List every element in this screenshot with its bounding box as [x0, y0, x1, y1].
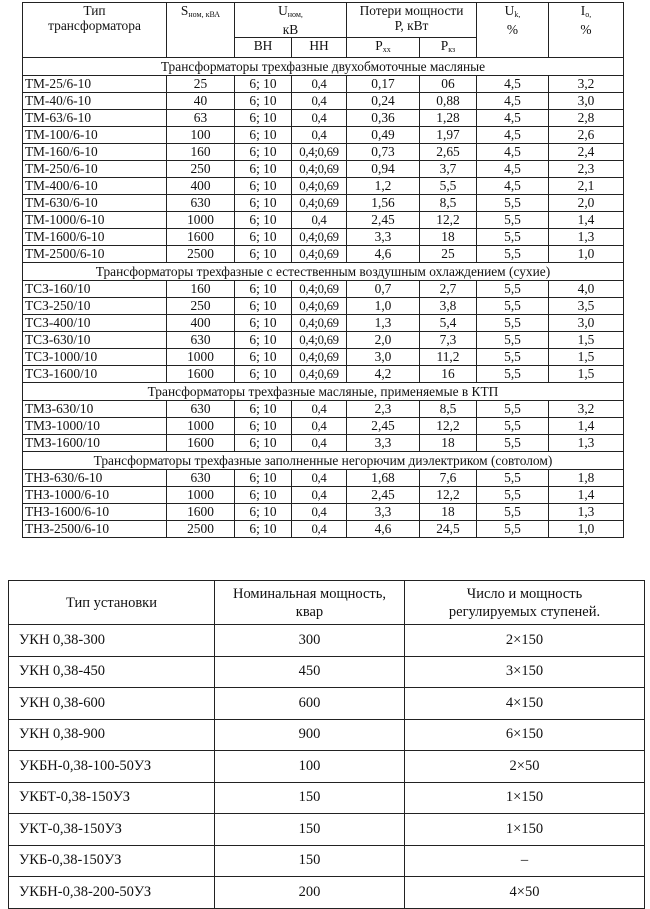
table-cell: 6; 10: [235, 349, 292, 366]
table-cell: 0,4: [292, 110, 347, 127]
table-cell: УКБ-0,38-150УЗ: [9, 845, 215, 877]
table-cell: 2,45: [347, 212, 420, 229]
table-cell: ТСЗ-630/10: [23, 332, 167, 349]
transformer-table: [22, 2, 624, 538]
capacitor-table-body: [9, 625, 645, 909]
table-cell: 160: [167, 281, 235, 298]
table-cell: 0,4;0,69: [292, 195, 347, 212]
table-cell: 6; 10: [235, 144, 292, 161]
table-cell: 1,2: [347, 178, 420, 195]
table-cell: 1,0: [347, 298, 420, 315]
table-cell: ТМ-400/6-10: [23, 178, 167, 195]
table-cell: 6; 10: [235, 332, 292, 349]
table-row: [9, 625, 645, 657]
section-row: [23, 58, 624, 76]
table-cell: УКТ-0,38-150УЗ: [9, 814, 215, 846]
table-cell: 0,73: [347, 144, 420, 161]
header-nn: НН: [292, 38, 347, 58]
header-unom: $U_{ном,}$ кВ: [235, 3, 347, 38]
table-cell: 0,4: [292, 487, 347, 504]
table-cell: 1,5: [549, 349, 624, 366]
table-cell: УКН 0,38-900: [9, 719, 215, 751]
table-cell: 2,0: [347, 332, 420, 349]
table-row: [9, 656, 645, 688]
table-cell: 5,5: [477, 349, 549, 366]
table-row: [9, 688, 645, 720]
table-cell: ТСЗ-250/10: [23, 298, 167, 315]
table-cell: 0,4;0,69: [292, 332, 347, 349]
table-cell: 4,5: [477, 144, 549, 161]
table-cell: ТСЗ-1600/10: [23, 366, 167, 383]
table-cell: ТМЗ-630/10: [23, 401, 167, 418]
table-cell: 3,3: [347, 504, 420, 521]
table-cell: 2,7: [420, 281, 477, 298]
table-cell: 6; 10: [235, 110, 292, 127]
table-cell: 1,3: [549, 229, 624, 246]
table-cell: 5,5: [420, 178, 477, 195]
table-cell: 25: [167, 76, 235, 93]
table-cell: 900: [215, 719, 405, 751]
table-cell: 6; 10: [235, 504, 292, 521]
table-cell: 150: [215, 845, 405, 877]
header-steps: Число и мощность регулируемых ступеней.: [405, 581, 645, 625]
table-cell: ТМЗ-1000/10: [23, 418, 167, 435]
table-cell: ТНЗ-630/6-10: [23, 470, 167, 487]
table-cell: 1,5: [549, 332, 624, 349]
table-cell: 0,4;0,69: [292, 178, 347, 195]
table-cell: 3,3: [347, 435, 420, 452]
table-cell: 1000: [167, 212, 235, 229]
table-cell: 0,4: [292, 93, 347, 110]
table-cell: 3,7: [420, 161, 477, 178]
table-cell: 0,4;0,69: [292, 281, 347, 298]
table-cell: 1,56: [347, 195, 420, 212]
table-cell: ТМ-2500/6-10: [23, 246, 167, 263]
table-cell: 630: [167, 470, 235, 487]
section-row: [23, 383, 624, 401]
table-row: [23, 178, 624, 195]
table-cell: УКН 0,38-600: [9, 688, 215, 720]
table-cell: 0,4: [292, 521, 347, 538]
table-cell: 0,36: [347, 110, 420, 127]
table-cell: 18: [420, 504, 477, 521]
section-title: Трансформаторы трехфазные двухобмоточные масляные: [23, 58, 624, 76]
table-cell: ТМ-63/6-10: [23, 110, 167, 127]
table-cell: 6; 10: [235, 366, 292, 383]
table-row: [9, 877, 645, 909]
section-title: Трансформаторы трехфазные заполненные негорючим диэлектриком (совтолом): [23, 452, 624, 470]
table-cell: 0,88: [420, 93, 477, 110]
capacitor-table: [8, 580, 645, 909]
table-cell: ТМ-1600/6-10: [23, 229, 167, 246]
table-cell: 4×150: [405, 688, 645, 720]
table-cell: 4,6: [347, 521, 420, 538]
table-cell: 16: [420, 366, 477, 383]
table-cell: 6; 10: [235, 298, 292, 315]
table-row: [23, 332, 624, 349]
section-row: [23, 452, 624, 470]
table-cell: 2500: [167, 521, 235, 538]
table-cell: 6; 10: [235, 127, 292, 144]
table-cell: 200: [215, 877, 405, 909]
table-cell: 1000: [167, 418, 235, 435]
table-cell: 1600: [167, 504, 235, 521]
table-cell: 0,4: [292, 76, 347, 93]
table-cell: 3,8: [420, 298, 477, 315]
table-cell: –: [405, 845, 645, 877]
table-row: [23, 435, 624, 452]
table-cell: 1,4: [549, 212, 624, 229]
header-io: $I_{o,}$ %: [549, 3, 624, 58]
table-row: [23, 315, 624, 332]
table-row: [23, 144, 624, 161]
table-cell: 250: [167, 298, 235, 315]
table-row: [23, 401, 624, 418]
table-cell: 4,5: [477, 76, 549, 93]
table-row: [23, 418, 624, 435]
table-cell: 150: [215, 782, 405, 814]
table-cell: 1,28: [420, 110, 477, 127]
table-row: [23, 127, 624, 144]
table-cell: 6; 10: [235, 93, 292, 110]
table-cell: 7,6: [420, 470, 477, 487]
table-cell: 2500: [167, 246, 235, 263]
table-cell: 5,5: [477, 229, 549, 246]
table-cell: 1,8: [549, 470, 624, 487]
table-cell: 4,5: [477, 178, 549, 195]
header-install-type: Тип установки: [9, 581, 215, 625]
table-row: [23, 76, 624, 93]
table-cell: 0,4: [292, 470, 347, 487]
table-cell: 5,5: [477, 212, 549, 229]
table-cell: ТСЗ-160/10: [23, 281, 167, 298]
table-cell: 0,4: [292, 401, 347, 418]
table-cell: 1,4: [549, 487, 624, 504]
table-cell: 1,97: [420, 127, 477, 144]
header-uk: $U_{k,}$ %: [477, 3, 549, 58]
table-cell: 7,3: [420, 332, 477, 349]
table-cell: ТМ-630/6-10: [23, 195, 167, 212]
table-cell: 2,1: [549, 178, 624, 195]
table-cell: 18: [420, 229, 477, 246]
table-row: [9, 751, 645, 783]
table-cell: 1,3: [549, 504, 624, 521]
table-cell: 0,7: [347, 281, 420, 298]
table-cell: 1×150: [405, 814, 645, 846]
table-cell: 2,3: [549, 161, 624, 178]
table-cell: 0,4;0,69: [292, 229, 347, 246]
table-cell: 2,6: [549, 127, 624, 144]
table-cell: 6; 10: [235, 161, 292, 178]
table-cell: 18: [420, 435, 477, 452]
table-cell: ТМ-25/6-10: [23, 76, 167, 93]
table-row: [23, 298, 624, 315]
table-cell: 0,24: [347, 93, 420, 110]
table-cell: 4×50: [405, 877, 645, 909]
table-cell: 1600: [167, 229, 235, 246]
table-cell: 0,4: [292, 504, 347, 521]
transformer-table-body: [23, 58, 624, 538]
table-cell: 2,3: [347, 401, 420, 418]
table-cell: ТМ-1000/6-10: [23, 212, 167, 229]
table-cell: ТМЗ-1600/10: [23, 435, 167, 452]
table-cell: 0,4: [292, 212, 347, 229]
table-cell: 12,2: [420, 418, 477, 435]
table-cell: 5,5: [477, 504, 549, 521]
table-cell: 12,2: [420, 487, 477, 504]
section-title: Трансформаторы трехфазные масляные, применяемые в КТП: [23, 383, 624, 401]
table-cell: 5,5: [477, 487, 549, 504]
table-cell: 5,4: [420, 315, 477, 332]
table-cell: 3,0: [549, 315, 624, 332]
table-cell: ТСЗ-1000/10: [23, 349, 167, 366]
table-cell: ТСЗ-400/10: [23, 315, 167, 332]
transformer-table-header: [23, 3, 624, 58]
table-cell: 2×50: [405, 751, 645, 783]
table-cell: 100: [215, 751, 405, 783]
table-cell: УКБН-0,38-200-50УЗ: [9, 877, 215, 909]
table-cell: 1,0: [549, 521, 624, 538]
table-cell: 0,94: [347, 161, 420, 178]
table-cell: 6; 10: [235, 76, 292, 93]
table-row: [23, 229, 624, 246]
table-cell: 1,4: [549, 418, 624, 435]
table-row: [9, 719, 645, 751]
table-cell: 0,17: [347, 76, 420, 93]
table-cell: 6; 10: [235, 487, 292, 504]
table-cell: 5,5: [477, 298, 549, 315]
table-cell: 4,5: [477, 93, 549, 110]
table-cell: 5,5: [477, 315, 549, 332]
table-cell: 8,5: [420, 401, 477, 418]
table-cell: 6; 10: [235, 281, 292, 298]
table-cell: 6; 10: [235, 229, 292, 246]
table-cell: УКН 0,38-450: [9, 656, 215, 688]
table-cell: 4,2: [347, 366, 420, 383]
table-cell: 5,5: [477, 332, 549, 349]
table-cell: 24,5: [420, 521, 477, 538]
table-cell: 1600: [167, 435, 235, 452]
table-row: [23, 504, 624, 521]
table-cell: 2,65: [420, 144, 477, 161]
table-cell: 1000: [167, 349, 235, 366]
table-cell: 630: [167, 401, 235, 418]
table-cell: 5,5: [477, 435, 549, 452]
table-cell: 3×150: [405, 656, 645, 688]
table-cell: УКБН-0,38-100-50УЗ: [9, 751, 215, 783]
table-cell: 3,0: [549, 93, 624, 110]
table-cell: 6; 10: [235, 418, 292, 435]
table-cell: 4,6: [347, 246, 420, 263]
header-type: [23, 3, 167, 58]
table-cell: 300: [215, 625, 405, 657]
table-row: [23, 195, 624, 212]
table-cell: 8,5: [420, 195, 477, 212]
table-cell: 0,4;0,69: [292, 161, 347, 178]
table-cell: ТМ-100/6-10: [23, 127, 167, 144]
table-cell: 5,5: [477, 195, 549, 212]
table-row: [23, 470, 624, 487]
table-cell: 100: [167, 127, 235, 144]
capacitor-table-header: [9, 581, 645, 625]
table-cell: 0,4: [292, 418, 347, 435]
table-cell: 3,3: [347, 229, 420, 246]
table-cell: 630: [167, 332, 235, 349]
table-cell: 2×150: [405, 625, 645, 657]
table-cell: 450: [215, 656, 405, 688]
table-cell: 5,5: [477, 246, 549, 263]
table-row: [9, 814, 645, 846]
table-cell: 12,2: [420, 212, 477, 229]
table-cell: 0,4: [292, 127, 347, 144]
table-cell: 0,4;0,69: [292, 144, 347, 161]
table-cell: 6; 10: [235, 178, 292, 195]
table-cell: 0,4;0,69: [292, 349, 347, 366]
table-cell: 6×150: [405, 719, 645, 751]
section-title: Трансформаторы трехфазные с естественным воздушным охлаждением (сухие): [23, 263, 624, 281]
table-cell: 1000: [167, 487, 235, 504]
table-cell: 0,4;0,69: [292, 246, 347, 263]
table-cell: 2,45: [347, 418, 420, 435]
table-cell: 4,5: [477, 127, 549, 144]
table-cell: 5,5: [477, 470, 549, 487]
table-cell: 1,3: [549, 435, 624, 452]
table-cell: 5,5: [477, 418, 549, 435]
header-pxx: $Р_{хх}$: [347, 38, 420, 58]
table-cell: ТМ-250/6-10: [23, 161, 167, 178]
table-cell: 0,4;0,69: [292, 315, 347, 332]
table-cell: 6; 10: [235, 212, 292, 229]
table-cell: 4,0: [549, 281, 624, 298]
table-row: [23, 521, 624, 538]
table-cell: 6; 10: [235, 315, 292, 332]
table-cell: ТМ-40/6-10: [23, 93, 167, 110]
table-cell: 3,0: [347, 349, 420, 366]
table-cell: 6; 10: [235, 521, 292, 538]
table-cell: ТМ-160/6-10: [23, 144, 167, 161]
table-cell: 2,8: [549, 110, 624, 127]
table-cell: 6; 10: [235, 470, 292, 487]
table-cell: 3,2: [549, 76, 624, 93]
table-cell: 1600: [167, 366, 235, 383]
table-cell: 6; 10: [235, 435, 292, 452]
table-cell: 0,4: [292, 435, 347, 452]
table-cell: ТНЗ-2500/6-10: [23, 521, 167, 538]
header-pkz: $Р_{кз}$: [420, 38, 477, 58]
table-cell: 1,3: [347, 315, 420, 332]
table-cell: 1,5: [549, 366, 624, 383]
table-cell: 06: [420, 76, 477, 93]
table-cell: УКН 0,38-300: [9, 625, 215, 657]
table-cell: 63: [167, 110, 235, 127]
table-row: [23, 349, 624, 366]
table-cell: ТНЗ-1000/6-10: [23, 487, 167, 504]
table-cell: УКБТ-0,38-150УЗ: [9, 782, 215, 814]
table-cell: 0,49: [347, 127, 420, 144]
table-row: [23, 246, 624, 263]
table-row: [23, 281, 624, 298]
table-cell: 1,68: [347, 470, 420, 487]
header-vn: ВН: [235, 38, 292, 58]
table-cell: ТНЗ-1600/6-10: [23, 504, 167, 521]
table-cell: 0,4;0,69: [292, 298, 347, 315]
table-cell: 1×150: [405, 782, 645, 814]
table-cell: 2,4: [549, 144, 624, 161]
table-cell: 6; 10: [235, 246, 292, 263]
header-snom: $S_{ном, кВА}$: [167, 3, 235, 58]
table-cell: 3,5: [549, 298, 624, 315]
table-cell: 5,5: [477, 521, 549, 538]
table-row: [23, 366, 624, 383]
table-cell: 11,2: [420, 349, 477, 366]
table-cell: 4,5: [477, 110, 549, 127]
table-cell: 150: [215, 814, 405, 846]
table-cell: 630: [167, 195, 235, 212]
table-cell: 400: [167, 315, 235, 332]
table-cell: 400: [167, 178, 235, 195]
table-cell: 3,2: [549, 401, 624, 418]
table-cell: 25: [420, 246, 477, 263]
table-row: [9, 845, 645, 877]
table-cell: 6; 10: [235, 195, 292, 212]
table-row: [9, 782, 645, 814]
table-cell: 5,5: [477, 281, 549, 298]
table-cell: 250: [167, 161, 235, 178]
table-cell: 2,0: [549, 195, 624, 212]
table-cell: 4,5: [477, 161, 549, 178]
table-cell: 5,5: [477, 401, 549, 418]
table-cell: 0,4;0,69: [292, 366, 347, 383]
table-cell: 6; 10: [235, 401, 292, 418]
header-type-label: Тип трансформатора: [48, 3, 141, 33]
table-row: [23, 212, 624, 229]
table-cell: 1,0: [549, 246, 624, 263]
table-row: [23, 110, 624, 127]
table-cell: 600: [215, 688, 405, 720]
table-cell: 5,5: [477, 366, 549, 383]
table-row: [23, 487, 624, 504]
header-nominal-power: Номинальная мощность, квар: [215, 581, 405, 625]
table-cell: 160: [167, 144, 235, 161]
table-row: [23, 93, 624, 110]
table-cell: 40: [167, 93, 235, 110]
table-row: [23, 161, 624, 178]
section-row: [23, 263, 624, 281]
table-cell: 2,45: [347, 487, 420, 504]
header-losses: Потери мощности Р, кВт: [347, 3, 477, 38]
